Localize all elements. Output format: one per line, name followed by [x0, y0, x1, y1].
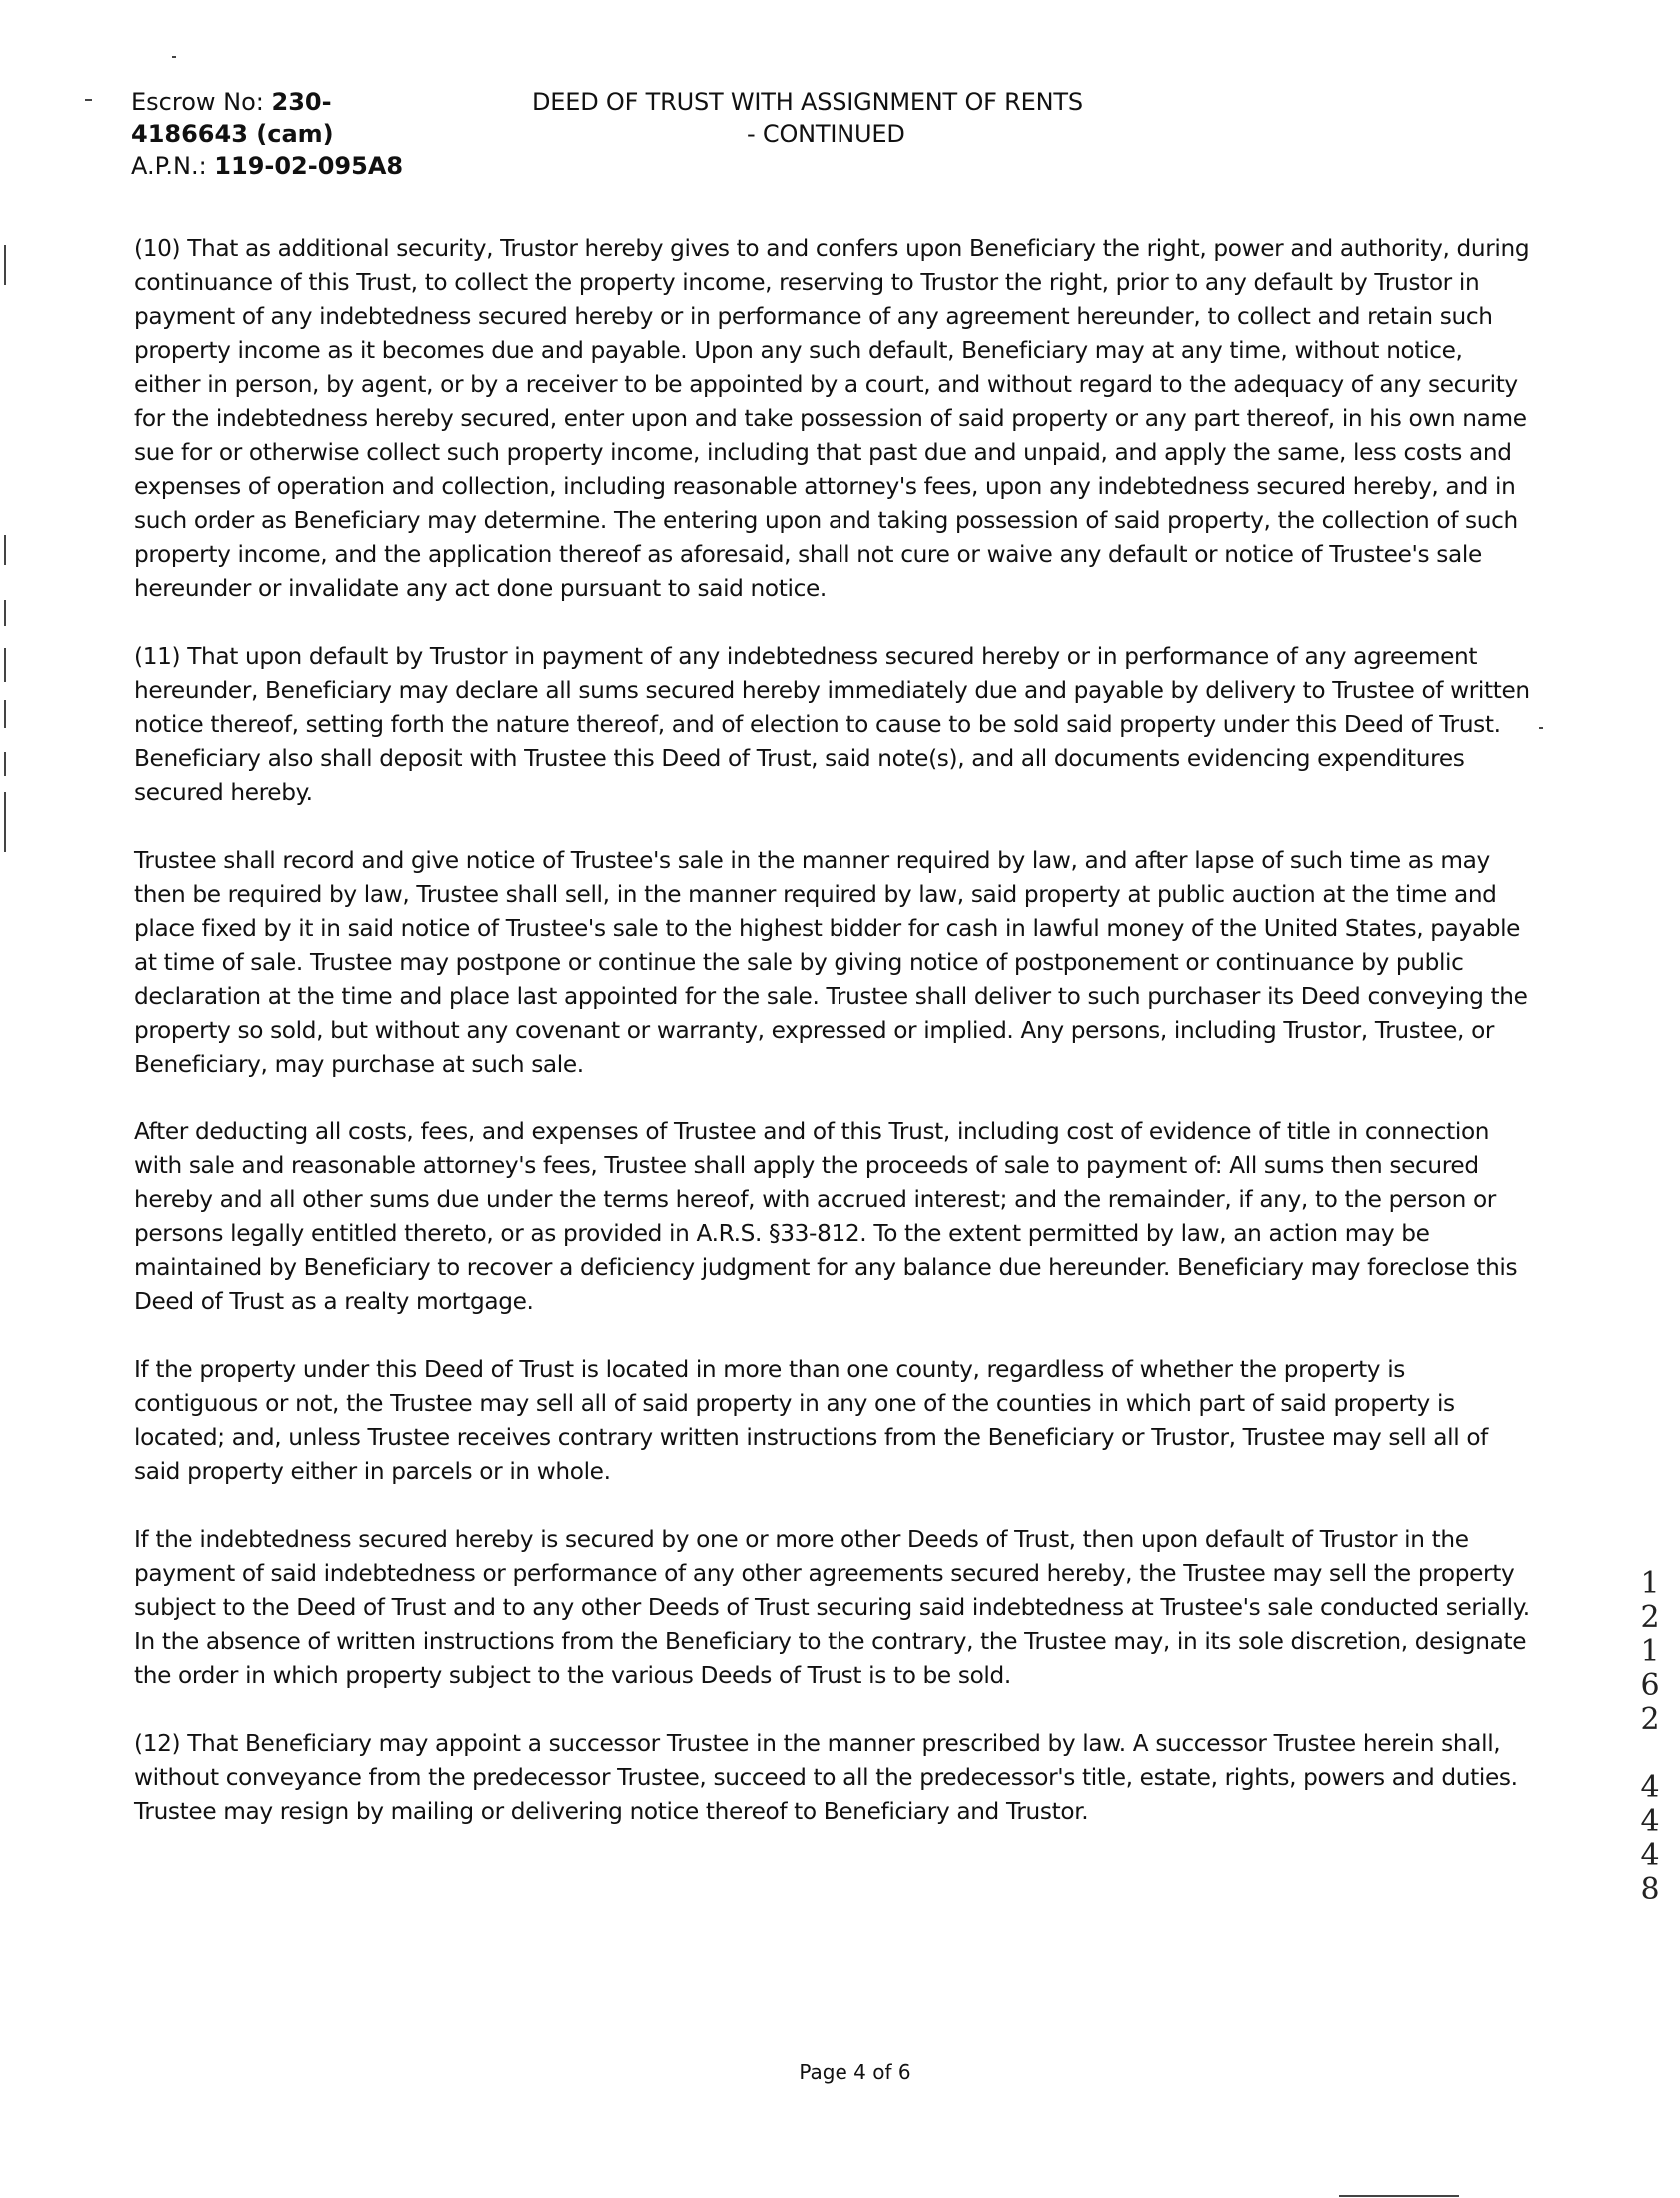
scan-mark	[85, 99, 92, 101]
recording-digit: 4	[1640, 1838, 1660, 1873]
paragraph-multiple-counties: If the property under this Deed of Trust is located in more than one county, regardless of whether the property is contiguous or not, the Trustee may sell all of said property in any one of the counties in which part of said property is located; and, unless Trustee receives contrary written instructions from the Beneficiary or Trustor, Trustee may sell all of said property either in parcels or in whole.	[134, 1356, 1488, 1485]
page-number: Page 4 of 6	[799, 2060, 911, 2084]
apn-value: 119-02-095A8	[214, 152, 404, 180]
paragraph-trustee-sale: Trustee shall record and give notice of Trustee's sale in the manner required by law, and after lapse of such time as may then be required by law, Trustee shall sell, in the manner required by law, said property at public auction at the time and place fixed by it in said notice of Trustee's sale to the highest bidder for cash in lawful money of the United States, payable at time of sale. Trustee may postpone or continue the sale by giving notice of postponement or continuance by public declaration at the time and place last appointed for the sale. Trustee shall deliver to such purchaser its Deed conveying the property so sold, but without any covenant or warranty, expressed or implied. Any persons, including Trustor, Trustee, or Beneficiary, may purchase at such sale.	[134, 847, 1528, 1078]
escrow-number-part1: 230-	[271, 88, 332, 116]
escrow-number-line	[131, 86, 461, 118]
scan-mark	[4, 648, 6, 682]
apn-line	[131, 150, 461, 182]
recording-digit: 6	[1640, 1668, 1660, 1703]
escrow-number-part2: 4186643 (cam)	[131, 120, 334, 148]
paragraph-multiple-deeds: If the indebtedness secured hereby is secured by one or more other Deeds of Trust, then upon default of Trustor in the payment of said indebtedness or performance of any other agreements secured hereby, the Trustee may sell the property subject to the Deed of Trust and to any other Deeds of Trust securing said indebtedness at Trustee's sale conducted serially. In the absence of written instructions from the Beneficiary to the contrary, the Trustee may, in its sole discretion, designate the order in which property subject to the various Deeds of Trust is to be sold.	[134, 1526, 1530, 1689]
scan-mark	[172, 56, 176, 58]
paragraph-12: (12) That Beneficiary may appoint a successor Trustee in the manner prescribed by law. A successor Trustee herein shall, without conveyance from the predecessor Trustee, succeed to all the predecessor's title, estate, rights, powers and duties. Trustee may resign by mailing or delivering notice thereof to Beneficiary and Trustor.	[134, 1730, 1518, 1825]
document-title-line1: DEED OF TRUST WITH ASSIGNMENT OF RENTS	[532, 88, 1083, 116]
paragraph-11: (11) That upon default by Trustor in payment of any indebtedness secured hereby or in performance of any agreement hereunder, Beneficiary may declare all sums secured hereby immediately due and payable by delivery to Trustee of written notice thereof, setting forth the nature thereof, and of election to cause to be sold said property under this Deed of Trust. Beneficiary also shall deposit with Trustee this Deed of Trust, said note(s), and all documents evidencing expenditures secured hereby.	[134, 643, 1530, 806]
escrow-info	[131, 86, 461, 182]
scan-mark	[1339, 2195, 1459, 2197]
scan-mark	[4, 245, 6, 285]
recording-digit: 8	[1640, 1872, 1660, 1907]
escrow-label: Escrow No:	[131, 88, 264, 116]
document-body	[134, 232, 1533, 1863]
escrow-number-line-2	[131, 118, 461, 150]
recording-number-part1	[1635, 1567, 1665, 1737]
apn-label: A.P.N.:	[131, 152, 207, 180]
scan-mark	[4, 535, 6, 565]
scan-mark	[4, 752, 6, 776]
document-title-line2: - CONTINUED	[747, 120, 905, 148]
recording-digit: 4	[1640, 1770, 1660, 1805]
paragraph-proceeds: After deducting all costs, fees, and expenses of Trustee and of this Trust, including cost of evidence of title in connection with sale and reasonable attorney's fees, Trustee shall apply the proceeds of sale to payment of: All sums then secured hereby and all other sums due under the terms hereof, with accrued interest; and the remainder, if any, to the person or persons legally entitled thereto, or as provided in A.R.S. §33-812. To the extent permitted by law, an action may be maintained by Beneficiary to recover a deficiency judgment for any balance due hereunder. Beneficiary may foreclose this Deed of Trust as a realty mortgage.	[134, 1118, 1518, 1315]
scan-mark	[4, 700, 6, 728]
recording-digit: 2	[1640, 1600, 1660, 1635]
paragraph-10: (10) That as additional security, Trustor hereby gives to and confers upon Beneficiary the right, power and authority, during continuance of this Trust, to collect the property income, reserving to Trustor the right, prior to any default by Trustor in payment of any indebtedness secured hereby or in performance of any agreement hereunder, to collect and retain such property income as it becomes due and payable. Upon any such default, Beneficiary may at any time, without notice, either in person, by agent, or by a receiver to be appointed by a court, and without regard to the adequacy of any security for the indebtedness hereby secured, enter upon and take possession of said property or any part thereof, in his own name sue for or otherwise collect such property income, including that past due and unpaid, and apply the same, less costs and expenses of operation and collection, including reasonable attorney's fees, upon any indebtedness secured hereby, and in such order as Beneficiary may determine. The entering upon and taking possession of said property, the collection of such property income, and the application thereof as aforesaid, shall not cure or waive any default or notice of Trustee's sale hereunder or invalidate any act done pursuant to said notice.	[134, 235, 1530, 602]
recording-digit: 4	[1640, 1804, 1660, 1839]
recording-digit: 1	[1640, 1634, 1660, 1669]
recording-digit: 2	[1640, 1702, 1660, 1737]
document-title	[532, 86, 1151, 150]
scan-mark	[1539, 727, 1543, 729]
scan-mark	[4, 600, 6, 626]
recording-digit: 1	[1640, 1566, 1660, 1601]
recording-number-part2	[1635, 1771, 1665, 1907]
scan-mark	[4, 792, 6, 852]
